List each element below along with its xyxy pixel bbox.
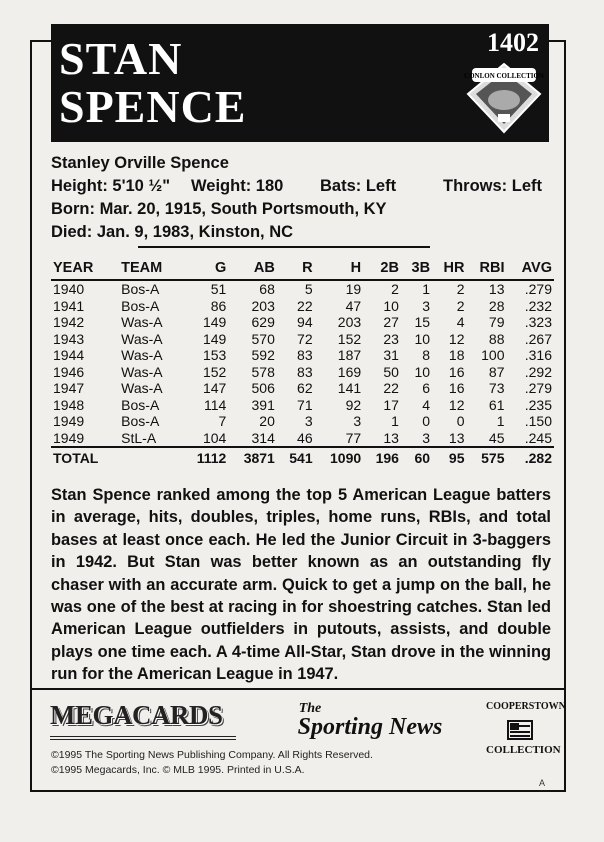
- column-header: YEAR: [51, 257, 119, 280]
- column-header: AB: [228, 257, 277, 280]
- table-cell: 86: [210, 297, 227, 314]
- column-header: R: [277, 257, 315, 280]
- table-cell: Was-A: [121, 347, 163, 363]
- table-cell: 169: [337, 363, 362, 380]
- table-cell: 71: [297, 396, 313, 413]
- table-cell: 506: [251, 380, 275, 396]
- name-banner: [51, 24, 549, 142]
- table-cell: 187: [337, 347, 362, 363]
- table-cell: 1947: [53, 380, 85, 396]
- table-cell: 50: [383, 363, 399, 380]
- table-cell: 18: [448, 347, 465, 363]
- total-cell: TOTAL: [51, 447, 119, 468]
- table-cell: 83: [297, 347, 313, 363]
- table-cell: Bos-A: [121, 297, 160, 314]
- table-row: [51, 314, 554, 331]
- first-name: STAN: [59, 33, 183, 84]
- tsn-name: Sporting News: [297, 714, 443, 740]
- table-cell: 1941: [53, 297, 85, 314]
- table-row: [51, 397, 554, 414]
- table-cell: 570: [251, 330, 275, 347]
- table-cell: 1: [391, 413, 399, 429]
- full-name: Stanley Orville Spence: [51, 154, 229, 172]
- player-bio: [51, 152, 551, 244]
- print-letter: A: [539, 778, 546, 788]
- table-cell: 1949: [53, 413, 85, 429]
- coop-top: COOPERSTOWN: [486, 701, 566, 712]
- table-cell: Was-A: [121, 330, 163, 347]
- megacards-logo: MEGACARDS: [50, 694, 236, 740]
- height: Height: 5'10 ½": [51, 177, 171, 195]
- table-row: [51, 347, 554, 364]
- footer-divider: [30, 688, 566, 690]
- table-cell: 83: [297, 363, 313, 380]
- table-cell: 87: [488, 363, 505, 380]
- stats-table: [51, 257, 554, 468]
- coop-bottom: COLLECTION: [486, 744, 561, 756]
- table-cell: 1: [422, 281, 431, 297]
- table-cell: Was-A: [121, 314, 163, 330]
- born: Born: Mar. 20, 1915, South Portsmouth, KY: [51, 200, 387, 218]
- divider: [138, 246, 430, 248]
- total-cell: 196: [363, 447, 401, 468]
- flag-icon: [486, 718, 554, 744]
- table-cell: Bos-A: [121, 413, 160, 429]
- total-cell: 1112: [182, 447, 228, 468]
- table-cell: 94: [297, 314, 313, 330]
- table-cell: 79: [488, 314, 505, 330]
- table-row: [51, 331, 554, 348]
- table-cell: 3: [304, 413, 313, 429]
- table-cell: 5: [304, 281, 313, 297]
- table-cell: .323: [524, 314, 552, 330]
- total-cell: [119, 447, 182, 468]
- table-cell: 77: [345, 429, 362, 446]
- tsn-the: The: [298, 701, 322, 716]
- table-cell: 61: [488, 396, 505, 413]
- table-cell: 51: [210, 281, 227, 297]
- table-cell: 147: [202, 380, 227, 396]
- table-cell: 10: [414, 330, 431, 347]
- table-cell: 3: [422, 297, 431, 314]
- table-cell: 391: [251, 396, 275, 413]
- table-cell: 15: [414, 314, 431, 330]
- conlon-collection-logo: [464, 58, 544, 138]
- table-cell: .316: [524, 347, 552, 363]
- table-cell: 16: [448, 380, 465, 396]
- table-cell: StL-A: [121, 429, 157, 446]
- column-header: RBI: [466, 257, 506, 280]
- total-row: [51, 447, 554, 468]
- total-cell: 95: [432, 447, 466, 468]
- svg-text:CONLON COLLECTION: CONLON COLLECTION: [464, 72, 544, 80]
- table-cell: .150: [524, 413, 552, 429]
- column-header: 2B: [363, 257, 401, 280]
- table-cell: 31: [383, 347, 399, 363]
- copyright: [51, 748, 373, 778]
- table-cell: 45: [488, 429, 505, 446]
- table-cell: 2: [456, 281, 465, 297]
- table-cell: 149: [202, 314, 227, 330]
- bats: Bats: Left: [320, 177, 397, 195]
- throws: Throws: Left: [443, 177, 542, 195]
- table-cell: 114: [204, 396, 227, 413]
- table-row: [51, 298, 554, 315]
- table-cell: 3: [353, 413, 362, 429]
- table-cell: 22: [383, 380, 399, 396]
- column-header: G: [182, 257, 228, 280]
- table-cell: 104: [202, 429, 227, 446]
- column-header: 3B: [401, 257, 432, 280]
- table-cell: .232: [524, 297, 552, 314]
- table-row: [51, 364, 554, 381]
- table-row: [51, 430, 554, 448]
- table-cell: 629: [251, 314, 275, 330]
- table-cell: 141: [337, 380, 362, 396]
- table-row: [51, 413, 554, 430]
- total-cell: 541: [277, 447, 315, 468]
- table-cell: 203: [251, 297, 275, 314]
- table-cell: 4: [422, 396, 431, 413]
- table-cell: 0: [422, 413, 431, 429]
- table-cell: 62: [297, 380, 313, 396]
- table-cell: Was-A: [121, 363, 163, 380]
- table-cell: 68: [259, 281, 275, 297]
- table-cell: 1946: [53, 363, 85, 380]
- died: Died: Jan. 9, 1983, Kinston, NC: [51, 223, 294, 241]
- table-cell: 13: [488, 281, 505, 297]
- table-cell: 47: [345, 297, 362, 314]
- table-cell: 73: [488, 380, 505, 396]
- table-cell: 7: [218, 413, 227, 429]
- table-cell: 8: [422, 347, 431, 363]
- table-cell: 16: [448, 363, 465, 380]
- table-cell: 1942: [53, 314, 85, 330]
- table-cell: 13: [383, 429, 399, 446]
- cooperstown-collection-logo: [486, 696, 566, 766]
- table-cell: 203: [337, 314, 362, 330]
- sporting-news-logo: [270, 700, 470, 740]
- table-cell: 592: [251, 347, 275, 363]
- table-cell: .279: [524, 281, 552, 297]
- last-name: SPENCE: [59, 81, 247, 132]
- table-cell: 1943: [53, 330, 85, 347]
- card-number: 1402: [487, 28, 539, 57]
- total-cell: 575: [466, 447, 506, 468]
- column-header: H: [315, 257, 364, 280]
- total-cell: 1090: [315, 447, 364, 468]
- table-cell: 12: [448, 330, 465, 347]
- weight: Weight: 180: [191, 177, 284, 195]
- table-cell: 72: [297, 330, 313, 347]
- table-cell: 92: [345, 396, 362, 413]
- player-name: [59, 33, 247, 132]
- table-cell: 10: [414, 363, 431, 380]
- table-cell: 152: [202, 363, 227, 380]
- table-cell: 22: [297, 297, 313, 314]
- career-blurb: Stan Spence ranked among the top 5 American League batters in average, hits, doubles, triples, home runs, RBIs, and total bases at least once each. He led the Junior Circuit in 3-baggers in 1942. But Stan was better known as an outstanding fly chaser with an accurate arm. Quick to get a jump on the ball, he was one of the best at racing in for shoestring catches. Stan led American League outfielders in putouts, assists, and double plays one time each. A 4-time All-Star, Stan drove in the winning run for the American League in 1947.: [51, 486, 551, 684]
- total-cell: 3871: [228, 447, 277, 468]
- table-cell: 6: [422, 380, 431, 396]
- table-cell: 23: [383, 330, 399, 347]
- table-cell: .292: [524, 363, 552, 380]
- table-cell: 1948: [53, 396, 85, 413]
- table-cell: .245: [524, 429, 552, 446]
- total-cell: .282: [506, 447, 554, 468]
- table-cell: 88: [488, 330, 505, 347]
- table-cell: 1944: [53, 347, 85, 363]
- column-header: AVG: [506, 257, 554, 280]
- table-cell: 153: [202, 347, 227, 363]
- table-cell: 46: [297, 429, 313, 446]
- table-row: [51, 280, 554, 298]
- table-cell: 27: [383, 314, 399, 330]
- table-cell: 1949: [53, 429, 85, 446]
- copyright-line-1: ©1995 The Sporting News Publishing Company. All Rights Reserved.: [51, 749, 373, 761]
- table-cell: 100: [481, 347, 505, 363]
- table-cell: 2: [391, 281, 399, 297]
- table-cell: 20: [259, 413, 275, 429]
- total-cell: 60: [401, 447, 432, 468]
- table-cell: 0: [456, 413, 465, 429]
- table-cell: 3: [422, 429, 431, 446]
- table-cell: Was-A: [121, 380, 163, 396]
- table-cell: Bos-A: [121, 281, 160, 297]
- table-cell: .235: [524, 396, 552, 413]
- table-cell: 17: [383, 396, 399, 413]
- table-cell: 152: [337, 330, 362, 347]
- table-cell: 28: [488, 297, 505, 314]
- table-cell: Bos-A: [121, 396, 160, 413]
- column-header: TEAM: [119, 257, 182, 280]
- copyright-line-2: ©1995 Megacards, Inc. © MLB 1995. Printed in U.S.A.: [51, 764, 305, 776]
- table-row: [51, 380, 554, 397]
- table-cell: .279: [524, 380, 552, 396]
- table-cell: 314: [251, 429, 275, 446]
- table-cell: 1940: [53, 281, 85, 297]
- table-cell: 2: [456, 297, 465, 314]
- table-cell: 10: [383, 297, 399, 314]
- table-cell: 19: [345, 281, 362, 297]
- table-cell: 149: [202, 330, 227, 347]
- table-cell: 1: [496, 413, 505, 429]
- table-cell: 4: [456, 314, 465, 330]
- table-cell: 578: [251, 363, 275, 380]
- column-header: HR: [432, 257, 466, 280]
- table-cell: 12: [448, 396, 465, 413]
- table-cell: .267: [524, 330, 552, 347]
- table-cell: 13: [448, 429, 465, 446]
